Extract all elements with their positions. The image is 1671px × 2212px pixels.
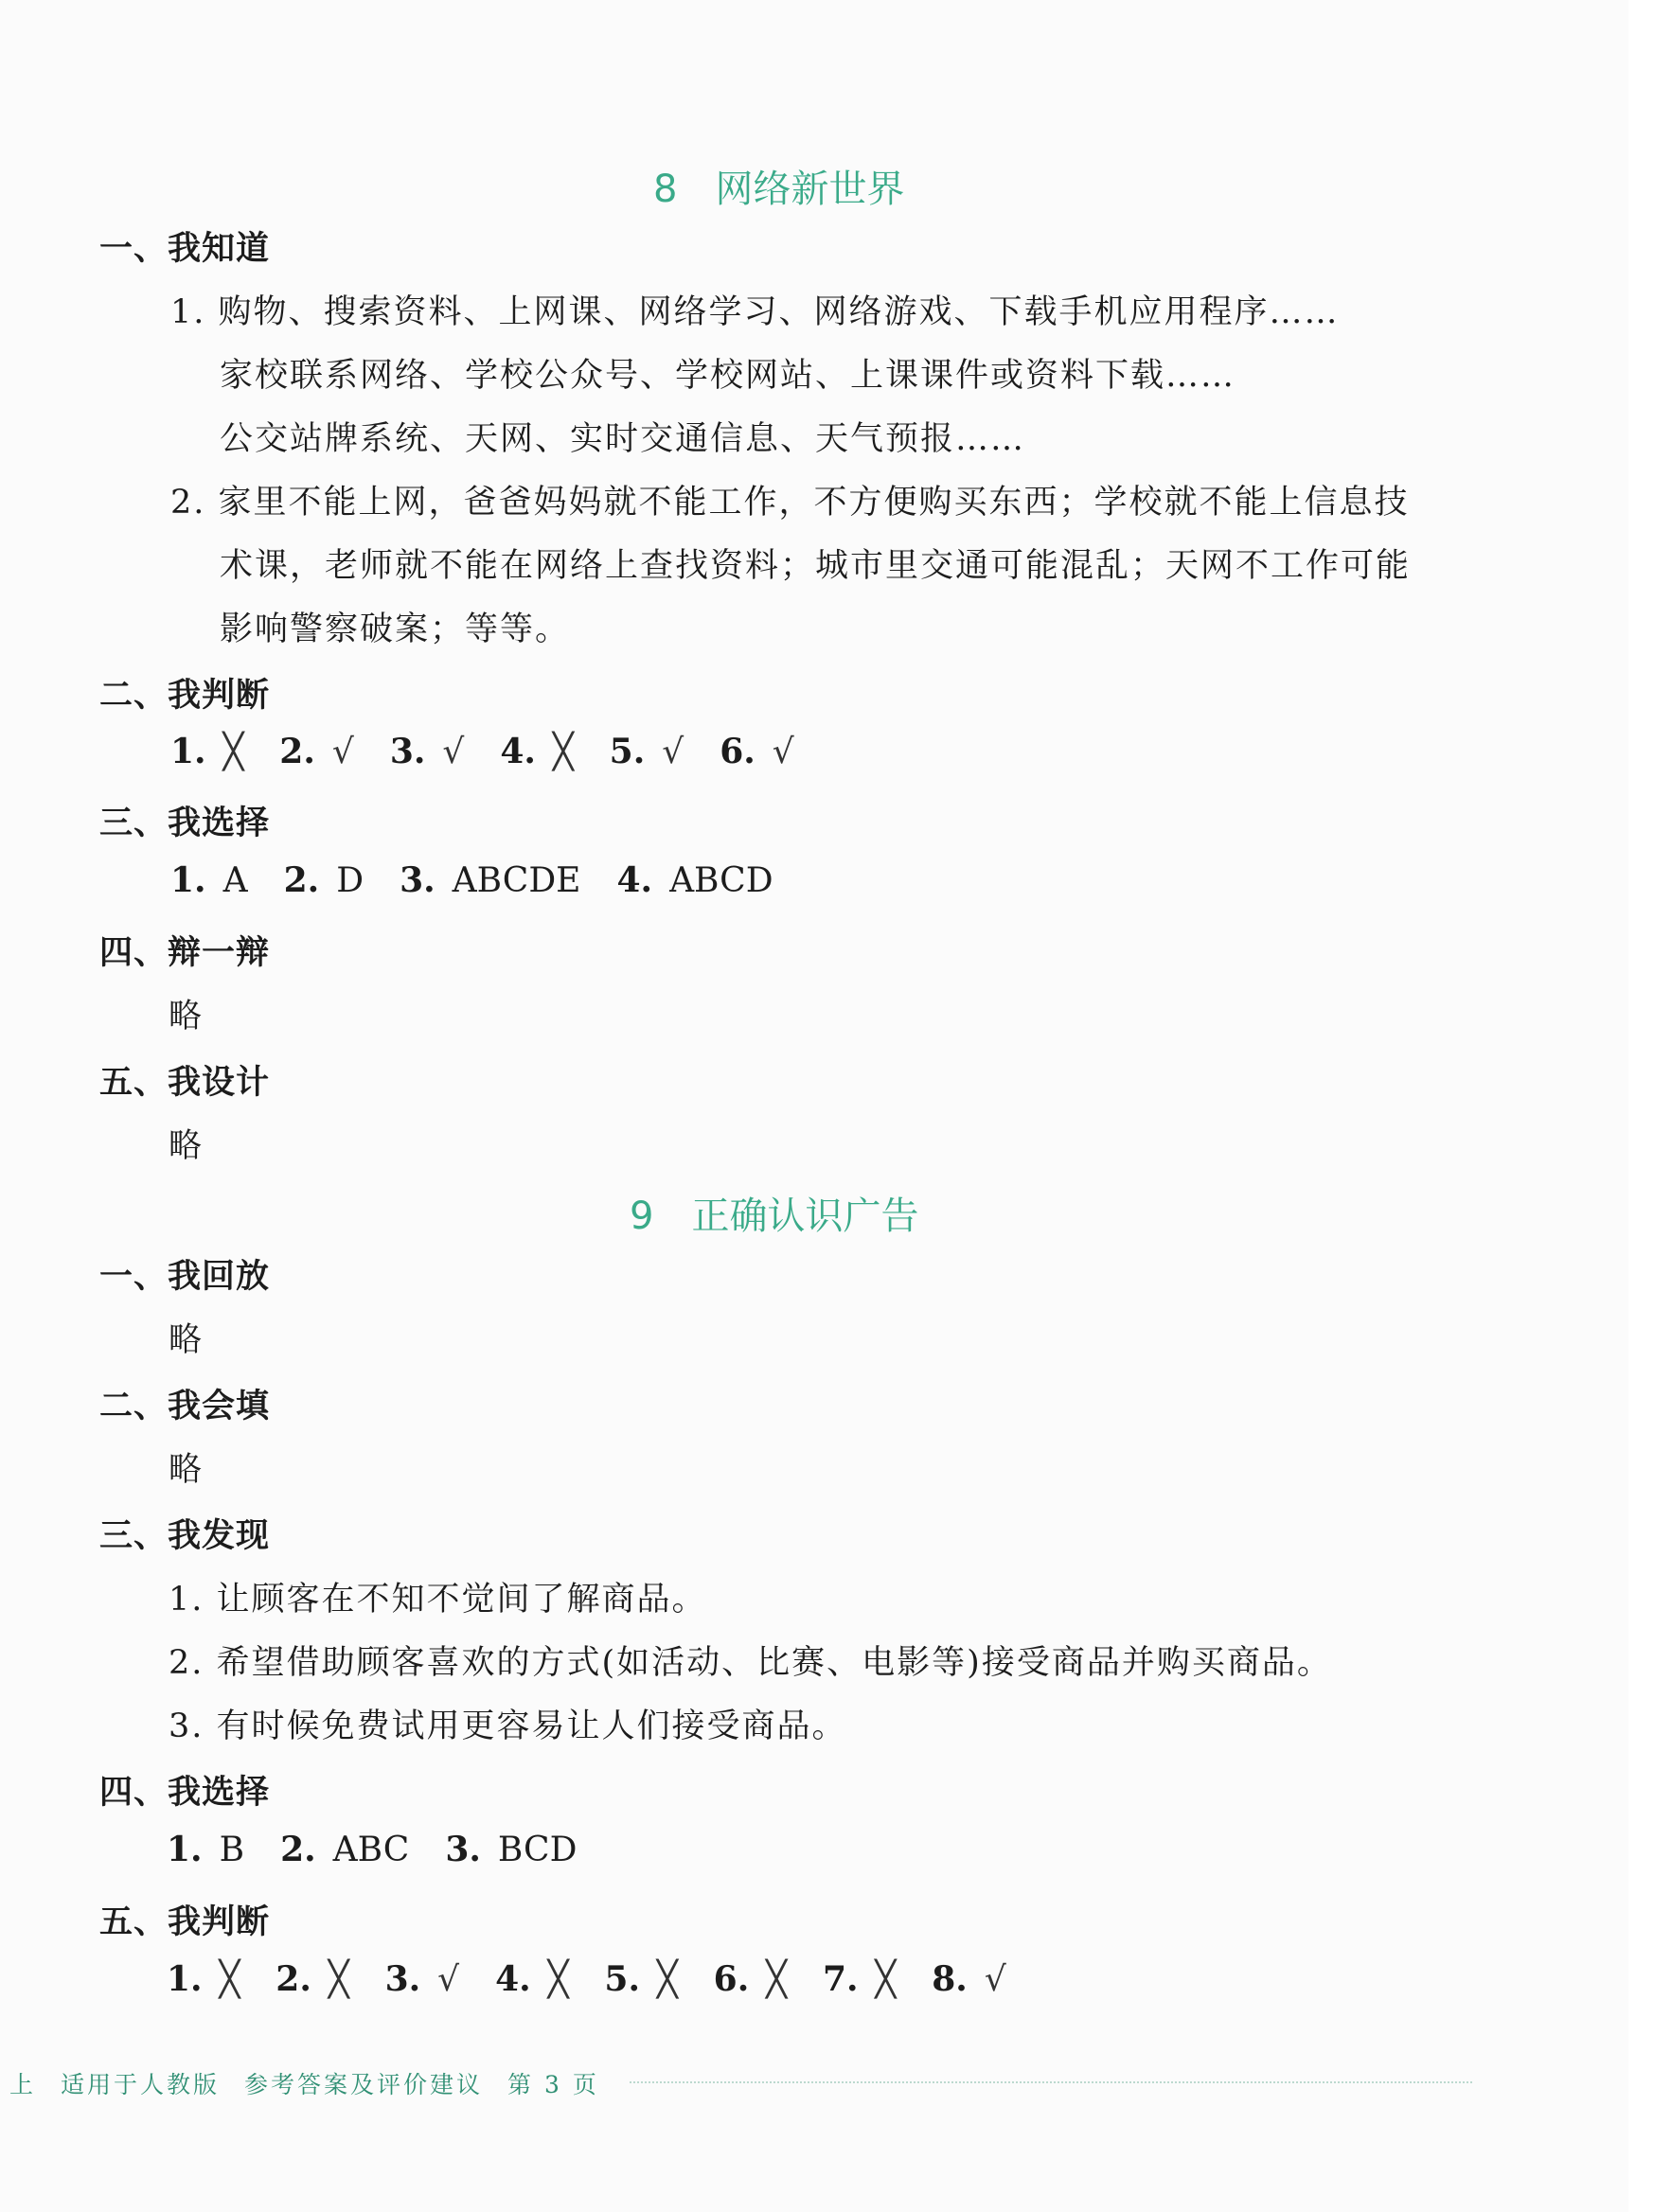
choice-value: A bbox=[222, 861, 248, 900]
lesson-8-title-text: 网络新世界 bbox=[715, 168, 905, 211]
footer-volume: 上 bbox=[9, 2071, 37, 2098]
section-heading: 一、我知道 bbox=[99, 230, 271, 268]
check-mark: √ bbox=[662, 733, 684, 771]
answer-item bbox=[610, 732, 684, 771]
section-heading: 四、辩一辩 bbox=[99, 934, 271, 972]
choice-answers bbox=[167, 1830, 613, 1869]
item-number: 8. bbox=[932, 1959, 968, 1999]
answer-item bbox=[604, 1959, 677, 1999]
lesson-9-title bbox=[630, 1186, 918, 1240]
answer-line: 3. 有时候免费试用更容易让人们接受商品。 bbox=[169, 1708, 847, 1745]
answer-item bbox=[167, 1830, 244, 1869]
answer-omitted: 略 bbox=[169, 1127, 204, 1165]
footer-dotted-rule bbox=[630, 2081, 1472, 2083]
page-footer bbox=[9, 2066, 624, 2100]
choice-value: D bbox=[336, 861, 364, 900]
answer-item bbox=[385, 1959, 460, 1999]
item-number: 1. bbox=[170, 860, 206, 900]
item-number: 3. bbox=[389, 732, 426, 771]
answer-item bbox=[279, 732, 354, 771]
answer-item bbox=[714, 1959, 787, 1999]
lesson-8-number: 8 bbox=[653, 168, 678, 211]
answer-item bbox=[167, 1959, 240, 1999]
answer-item bbox=[400, 860, 580, 900]
item-number: 6. bbox=[713, 1959, 750, 1999]
item-number: 7. bbox=[822, 1959, 859, 1999]
check-mark: √ bbox=[437, 1960, 460, 1999]
cross-mark: ╳ bbox=[547, 1960, 569, 1999]
item-number: 3. bbox=[445, 1830, 481, 1869]
item-number: 1. bbox=[170, 732, 206, 771]
item-number: 4. bbox=[500, 732, 536, 771]
item-number: 3. bbox=[384, 1959, 421, 1999]
section-heading: 五、我设计 bbox=[99, 1064, 271, 1102]
answer-line: 公交站牌系统、天网、实时交通信息、天气预报…… bbox=[220, 420, 1026, 458]
item-number: 3. bbox=[400, 860, 436, 900]
answer-item bbox=[170, 732, 243, 771]
section-heading: 四、我选择 bbox=[99, 1774, 271, 1812]
judgement-answers bbox=[167, 1959, 1042, 1999]
cross-mark: ╳ bbox=[328, 1960, 349, 1999]
answer-item bbox=[500, 732, 573, 771]
answer-item bbox=[823, 1959, 896, 1999]
answer-item bbox=[445, 1830, 577, 1869]
item-number: 5. bbox=[604, 1959, 640, 1999]
section-heading: 五、我判断 bbox=[99, 1903, 271, 1941]
answer-omitted: 略 bbox=[169, 998, 204, 1035]
answer-item bbox=[720, 732, 794, 771]
answer-line: 家校联系网络、学校公众号、学校网站、上课课件或资料下载…… bbox=[220, 357, 1236, 395]
answer-item bbox=[932, 1959, 1006, 1999]
lesson-9-title-text: 正确认识广告 bbox=[691, 1194, 919, 1238]
section-heading: 三、我发现 bbox=[99, 1517, 271, 1555]
footer-edition: 适用于人教版 bbox=[61, 2071, 221, 2098]
answer-omitted: 略 bbox=[169, 1451, 204, 1489]
choice-value: ABCDE bbox=[452, 861, 581, 900]
item-number: 4. bbox=[616, 860, 653, 900]
cross-mark: ╳ bbox=[222, 733, 244, 771]
answer-item bbox=[616, 860, 773, 900]
item-number: 1. bbox=[167, 1830, 203, 1869]
answer-item bbox=[495, 1959, 568, 1999]
item-number: 4. bbox=[495, 1959, 531, 1999]
cross-mark: ╳ bbox=[552, 733, 574, 771]
item-number: 2. bbox=[283, 860, 320, 900]
footer-book-title: 参考答案及评价建议 bbox=[244, 2071, 484, 2098]
answer-omitted: 略 bbox=[169, 1321, 204, 1359]
cross-mark: ╳ bbox=[219, 1960, 240, 1999]
choice-value: ABCD bbox=[669, 861, 773, 900]
item-number: 5. bbox=[609, 732, 646, 771]
answer-item bbox=[284, 860, 364, 900]
section-heading: 一、我回放 bbox=[99, 1258, 271, 1296]
choice-value: ABC bbox=[332, 1831, 410, 1869]
item-number: 2. bbox=[279, 732, 315, 771]
answer-item bbox=[170, 860, 248, 900]
page-margin bbox=[1628, 0, 1671, 2212]
choice-answers bbox=[170, 860, 809, 900]
item-number: 2. bbox=[280, 1830, 316, 1869]
answer-item bbox=[276, 1959, 348, 1999]
answer-line: 影响警察破案；等等。 bbox=[220, 611, 571, 648]
answer-line: 2. 家里不能上网，爸爸妈妈就不能工作，不方便购买东西；学校就不能上信息技 bbox=[170, 484, 1410, 522]
section-heading: 二、我判断 bbox=[99, 677, 271, 715]
answer-line: 1. 让顾客在不知不觉间了解商品。 bbox=[169, 1581, 707, 1619]
answer-item bbox=[390, 732, 465, 771]
cross-mark: ╳ bbox=[766, 1960, 787, 1999]
check-mark: √ bbox=[772, 733, 794, 771]
judgement-answers bbox=[170, 732, 830, 771]
cross-mark: ╳ bbox=[656, 1960, 678, 1999]
choice-value: BCD bbox=[497, 1831, 578, 1869]
item-number: 2. bbox=[276, 1959, 311, 1999]
footer-page-number: 第 3 页 bbox=[507, 2071, 599, 2098]
section-heading: 二、我会填 bbox=[99, 1388, 271, 1425]
section-heading: 三、我选择 bbox=[99, 805, 271, 842]
check-mark: √ bbox=[442, 733, 465, 771]
lesson-9-number: 9 bbox=[630, 1194, 654, 1238]
lesson-8-title bbox=[653, 159, 904, 213]
answer-item bbox=[280, 1830, 409, 1869]
item-number: 1. bbox=[167, 1959, 203, 1999]
cross-mark: ╳ bbox=[875, 1960, 897, 1999]
item-number: 6. bbox=[720, 732, 756, 771]
answer-line: 1. 购物、搜索资料、上网课、网络学习、网络游戏、下载手机应用程序…… bbox=[170, 293, 1340, 331]
check-mark: √ bbox=[331, 733, 354, 771]
answer-line: 术课，老师就不能在网络上查找资料；城市里交通可能混乱；天网不工作可能 bbox=[220, 547, 1412, 585]
choice-value: B bbox=[219, 1831, 245, 1869]
check-mark: √ bbox=[984, 1960, 1006, 1999]
answer-line: 2. 希望借助顾客喜欢的方式(如活动、比赛、电影等)接受商品并购买商品。 bbox=[169, 1644, 1332, 1682]
